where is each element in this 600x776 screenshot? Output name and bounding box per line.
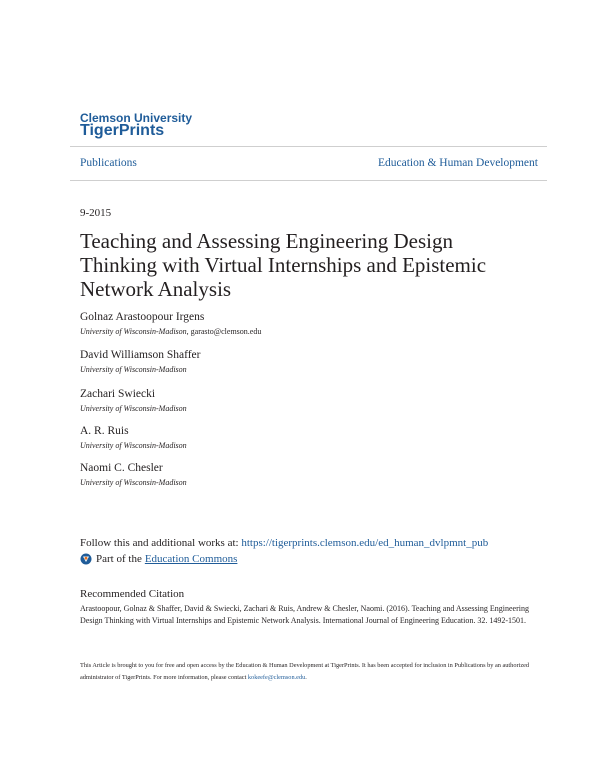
bepress-logo-icon <box>80 553 92 565</box>
header-divider-top <box>70 146 547 147</box>
university-name[interactable]: Clemson University <box>80 111 193 125</box>
education-commons-link[interactable]: Education Commons <box>144 553 238 565</box>
author-name: Golnaz Arastoopour Irgens <box>80 311 205 323</box>
breadcrumb-publications[interactable]: Publications <box>80 157 137 169</box>
citation-text: Arastoopour, Golnaz & Shaffer, David & Swiecki, Zachari & Ruis, Andrew & Chesler, Naomi. (2016). Teaching and Assessing Engineering Design Thinking with Virtual Internships and Epistemic Network Analysis. International Journal of Engineering Education. 32. 1492-1501. <box>80 604 529 625</box>
author-name: Naomi C. Chesler <box>80 462 163 474</box>
part-of-line <box>80 553 237 565</box>
paper-title: Teaching and Assessing Engineering Design Thinking with Virtual Internships and Epistemic Network Analysis <box>80 229 487 301</box>
repository-name[interactable]: TigerPrints <box>80 122 165 139</box>
author-email: , garasto@clemson.edu <box>186 327 262 336</box>
breadcrumb-department[interactable]: Education & Human Development <box>377 157 538 169</box>
access-notice: This Article is brought to you for free and open access by the Education & Human Development at TigerPrints. It has been accepted for inclusion in Publications by an authorized administrator of TigerPrints. For more information, please contact kokeefe@clemson.edu. <box>80 662 530 681</box>
author-name: A. R. Ruis <box>80 425 129 437</box>
publication-date: 9-2015 <box>80 207 112 219</box>
author-affiliation: University of Wisconsin-Madison <box>80 478 187 487</box>
author-affiliation: University of Wisconsin-Madison <box>80 365 187 374</box>
author-name: Zachari Swiecki <box>80 388 156 400</box>
author-name: David Williamson Shaffer <box>80 349 201 361</box>
follow-line <box>80 537 488 549</box>
follow-label: Follow this and additional works at: <box>80 537 242 549</box>
author-affiliation: University of Wisconsin-Madison <box>80 404 187 413</box>
citation-heading: Recommended Citation <box>80 588 185 600</box>
collection-link[interactable]: https://tigerprints.clemson.edu/ed_human_dvlpmnt_pub <box>241 537 489 549</box>
author-affiliation: University of Wisconsin-Madison, garasto@clemson.edu <box>80 327 262 336</box>
part-of-label: Part of the <box>96 553 142 565</box>
header-divider-bottom <box>70 180 547 181</box>
contact-email-link[interactable]: kokeefe@clemson.edu <box>247 673 306 681</box>
author-affiliation: University of Wisconsin-Madison <box>80 441 187 450</box>
